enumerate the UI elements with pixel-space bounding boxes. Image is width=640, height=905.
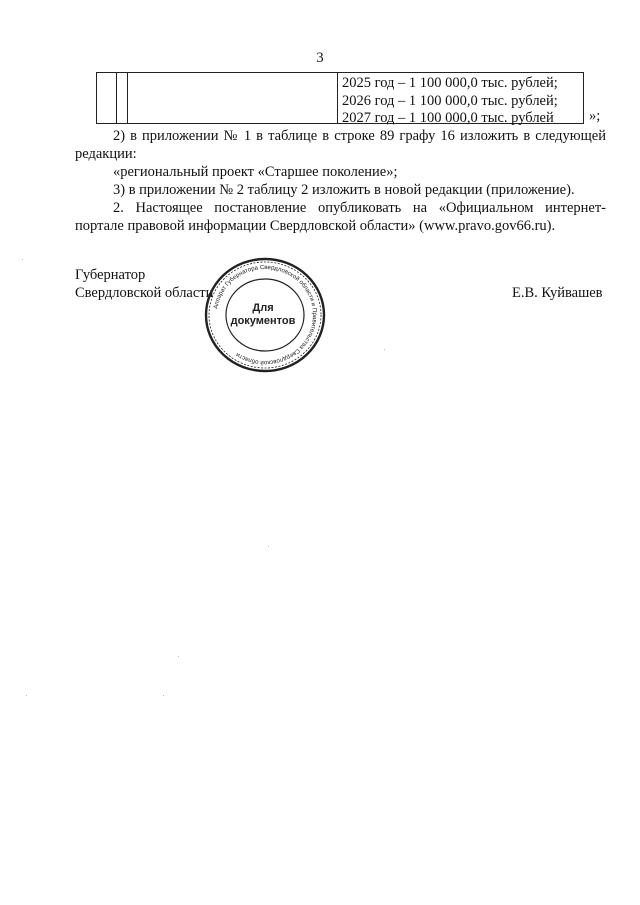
scan-speck	[268, 546, 269, 547]
stamp-center-line-2: документов	[230, 315, 296, 327]
signature-title-line-1: Губернатор	[75, 267, 146, 283]
official-stamp	[203, 256, 327, 374]
funding-line-2026: 2026 год – 1 100 000,0 тыс. рублей;	[342, 92, 558, 109]
scan-speck	[163, 695, 164, 696]
stamp-center-line-1: Для	[252, 302, 274, 314]
scan-speck	[22, 259, 23, 260]
funding-line-2027: 2027 год – 1 100 000,0 тыс. рублей	[342, 110, 554, 126]
funding-cell	[342, 75, 558, 128]
scan-speck	[26, 695, 27, 696]
item-2-line-2: редакции:	[75, 146, 137, 162]
page-number: 3	[316, 50, 324, 66]
point-2-line-2: портале правовой информации Свердловской области» (www.pravo.gov66.ru).	[75, 218, 556, 234]
table-column-divider	[337, 73, 338, 123]
quote-line: «региональный проект «Старшее поколение»;	[113, 164, 398, 180]
scan-speck	[178, 656, 179, 657]
funding-line-2025: 2025 год – 1 100 000,0 тыс. рублей;	[342, 75, 558, 91]
signature-title-line-2: Свердловской области	[75, 285, 214, 301]
point-2-line-1: 2. Настоящее постановление опубликовать на «Официальном интернет-	[113, 200, 606, 216]
item-2-line-1: 2) в приложении № 1 в таблице в строке 89 графу 16 изложить в следующей	[113, 128, 606, 144]
signature-name: Е.В. Куйвашев	[512, 285, 603, 301]
item-3: 3) в приложении № 2 таблицу 2 изложить в новой редакции (приложение).	[113, 182, 575, 198]
closing-quote: »;	[589, 108, 601, 124]
scan-speck	[384, 349, 385, 350]
table-column-divider	[116, 73, 117, 123]
table-fragment	[96, 72, 584, 124]
table-column-divider	[127, 73, 128, 123]
signature-title	[75, 266, 213, 302]
stamp-ring-text: Аппарат Губернатора Свердловской области и Правительства Свердловской области	[212, 263, 319, 367]
